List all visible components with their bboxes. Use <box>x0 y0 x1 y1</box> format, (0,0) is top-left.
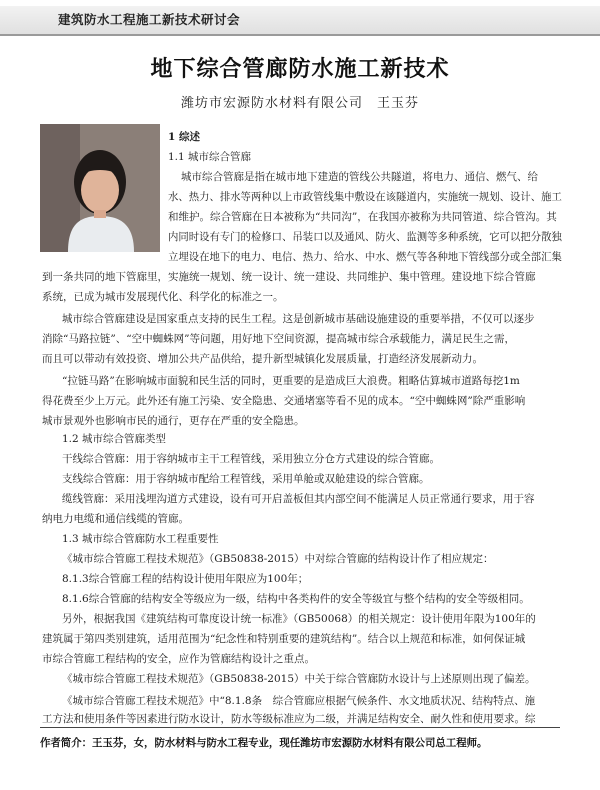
author-affiliation: 潍坊市宏源防水材料有限公司 王玉芬 <box>180 96 419 111</box>
footer-divider <box>40 727 560 728</box>
body-line: 缆线管廊：采用浅埋沟道方式建设，设有可开启盖板但其内部空间不能满足人员正常通行要求，用于容 <box>62 493 535 505</box>
body-line: 《城市综合管廊工程技术规范》（GB50838-2015）中对综合管廊的结构设计作了相应规定： <box>62 553 494 565</box>
body-line: 到一条共同的地下管廊里，实施统一规划、统一设计、统一建设、共同维护、集中管理。建设地下综合管廊 <box>42 271 536 283</box>
subsection-heading-1-2: 1.2 城市综合管廊类型 <box>62 433 167 445</box>
body-line: 另外，根据我国《建筑结构可靠度设计统一标准》（GB50068）的相关规定：设计使用年限为100年的 <box>62 613 536 625</box>
body-line: 内同时设有专门的检修口、吊装口以及通风、防火、监测等多种系统，它可以把分散独 <box>168 231 562 243</box>
body-line: 8.1.3综合管廊工程的结构设计使用年限应为100年； <box>62 573 309 585</box>
body-line: 立埋设在地下的电力、电信、热力、给水、中水、燃气等各种地下管线部分或全部汇集 <box>168 251 562 263</box>
body-line: 工方法和使用条件等因素进行防水设计，防水等级标准应为二级，并满足结构安全、耐久性和使用要求。综 <box>42 713 536 725</box>
section-heading-1: 1 综述 <box>168 131 200 143</box>
body-line: 而且可以带动有效投资、增加公共产品供给，提升新型城镇化发展质量，打造经济发展新动力。 <box>42 353 483 365</box>
body-line: 《城市综合管廊工程技术规范》（GB50838-2015）中关于综合管廊防水设计与上述原则出现了偏差。 <box>62 673 536 685</box>
author-bio: 作者简介：王玉芬，女，防水材料与防水工程专业，现任潍坊市宏源防水材料有限公司总工程师。 <box>40 737 488 749</box>
body-line: 消除“马路拉链”、“空中蜘蛛网”等问题，用好地下空间资源，提高城市综合承载能力，满足民生之需， <box>42 333 515 345</box>
body-line: 纳电力电缆和通信线缆的管廊。 <box>42 513 189 525</box>
author-photo <box>40 124 160 252</box>
body-line: 建筑属于第四类别建筑，适用范围为“纪念性和特别重要的建筑结构”。结合以上规范和标准，如何保证城 <box>42 633 526 645</box>
subsection-heading-1-3: 1.3 城市综合管廊防水工程重要性 <box>62 533 219 545</box>
body-line: 和维护。综合管廊在日本被称为“共同沟”，在我国亦被称为共同管道、综合管沟。其 <box>168 211 557 223</box>
subsection-heading-1-1: 1.1 城市综合管廊 <box>168 151 252 163</box>
body-line: 得花费至少上万元。此外还有施工污染、安全隐患、交通堵塞等看不见的成本。“空中蜘蛛网”除严重影响 <box>42 395 526 407</box>
running-header: 建筑防水工程施工新技术研讨会 <box>58 12 241 27</box>
body-line: 市综合管廊工程结构的安全，应作为管廊结构设计之重点。 <box>42 653 315 665</box>
body-line: “拉链马路”在影响城市面貌和民生活的同时，更重要的是造成巨大浪费。粗略估算城市道路每挖1m <box>62 375 520 387</box>
body-line: 支线综合管廊：用于容纳城市配给工程管线，采用单舱或双舱建设的综合管廊。 <box>62 473 430 485</box>
body-line: 水、热力、排水等两种以上市政管线集中敷设在该隧道内，实施统一规划、设计、施工 <box>168 191 562 203</box>
body-line: 城市综合管廊建设是国家重点支持的民生工程。这是创新城市基础设施建设的重要举措，不仅可以逐步 <box>62 313 535 325</box>
body-line: 城市景观外也影响市民的通行，更存在严重的安全隐患。 <box>42 415 305 427</box>
body-line: 城市综合管廊是指在城市地下建造的管线公共隧道，将电力、通信、燃气、给 <box>181 171 538 183</box>
body-line: 系统，已成为城市发展现代化、科学化的标准之一。 <box>42 291 284 303</box>
body-line: 干线综合管廊：用于容纳城市主干工程管线，采用独立分仓方式建设的综合管廊。 <box>62 453 440 465</box>
body-line: 8.1.6综合管廊的结构安全等级应为一级，结构中各类构件的安全等级宜与整个结构的安全等级相同。 <box>62 593 530 605</box>
body-line: 《城市综合管廊工程技术规范》中“8.1.8条 综合管廊应根据气候条件、水文地质状况、结构特点、施 <box>62 695 536 707</box>
article-title: 地下综合管廊防水施工新技术 <box>150 57 450 82</box>
